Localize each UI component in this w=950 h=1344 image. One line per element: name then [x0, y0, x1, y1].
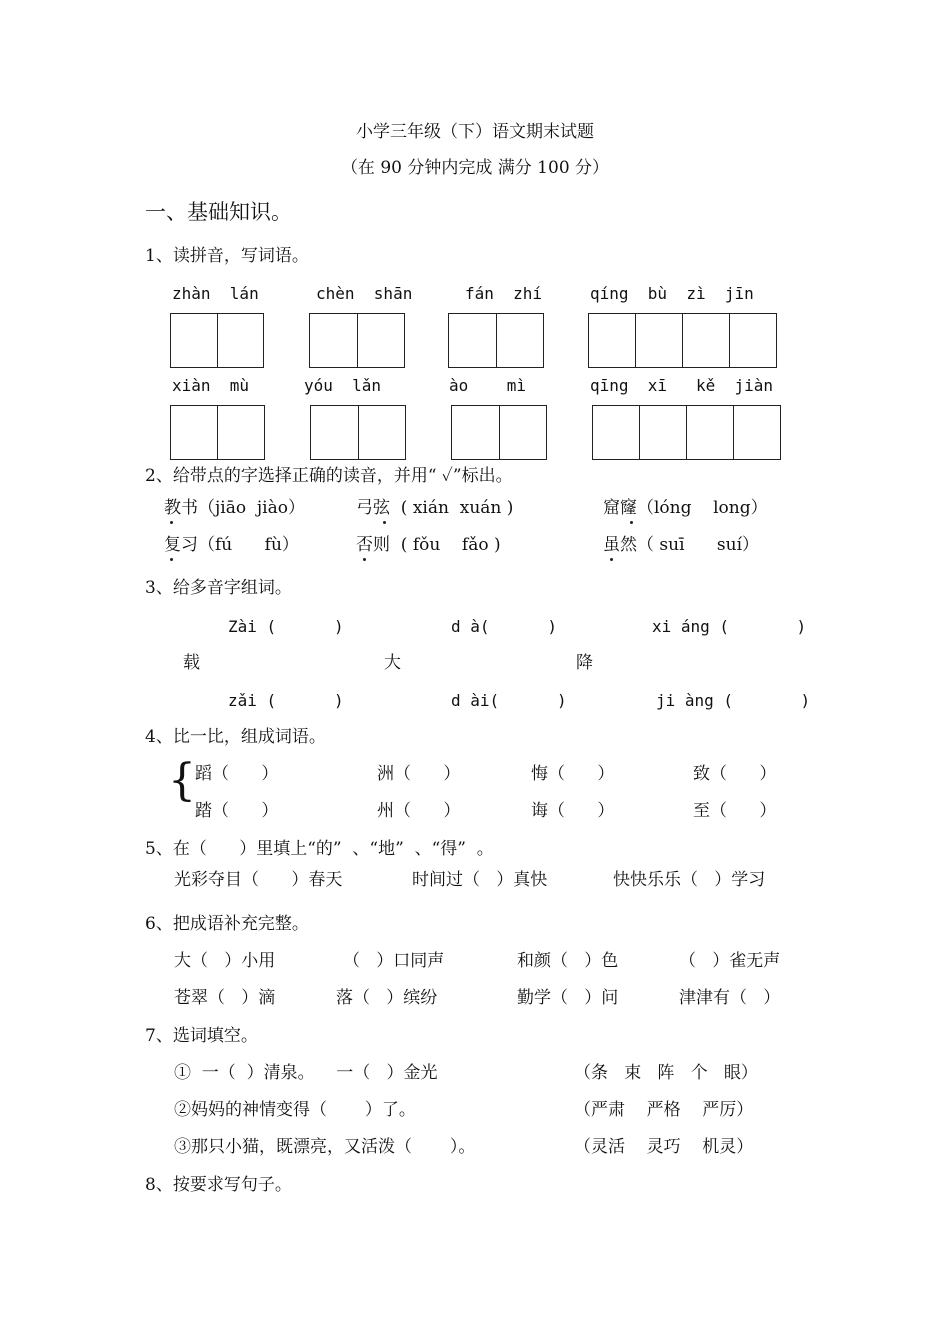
q4-item[interactable]: 悔（ ） [531, 764, 615, 784]
writing-grid[interactable] [170, 405, 265, 460]
q1-pinyin-4: qíng bù zì jīn [590, 284, 754, 303]
q6-item[interactable]: 和颜（ ）色 [517, 951, 619, 971]
q7-title: 7、选词填空。 [145, 1026, 258, 1046]
q1-pinyin-2: chèn shān [316, 284, 413, 303]
q3-blank[interactable]: zǎi ( ) [228, 691, 344, 710]
q3-blank[interactable]: d à( ) [451, 617, 557, 636]
q2-item: 弓弦 ( xián xuán ) [356, 498, 514, 518]
q3-blank[interactable]: Zài ( ) [228, 617, 344, 636]
q8-title: 8、按要求写句子。 [145, 1175, 292, 1195]
q5-item[interactable]: 光彩夺目（ ）春天 [174, 870, 343, 890]
q1-pinyin-6: yóu lǎn [304, 376, 382, 395]
q4-item[interactable]: 踏（ ） [195, 801, 279, 821]
brace: { [168, 755, 196, 806]
q3-char: 大 [384, 653, 401, 673]
emphasis-dot [170, 558, 173, 561]
writing-grid[interactable] [451, 405, 547, 460]
q4-item[interactable]: 蹈（ ） [195, 764, 279, 784]
q6-item[interactable]: 勤学（ ）问 [517, 988, 619, 1008]
writing-grid[interactable] [309, 313, 405, 368]
q2-title: 2、给带点的字选择正确的读音，并用“ ✓”标出。 [145, 466, 513, 486]
page-subtitle: （在 90 分钟内完成 满分 100 分） [340, 158, 610, 178]
emphasis-dot [170, 521, 173, 524]
q4-item[interactable]: 洲（ ） [377, 764, 461, 784]
q7-options: （条 束 阵 个 眼） [574, 1063, 758, 1083]
q3-blank[interactable]: xi áng ( ) [652, 617, 807, 636]
q7-question[interactable]: ③那只小猫，既漂亮，又活泼（ ）。 [174, 1137, 476, 1157]
q4-item[interactable]: 至（ ） [693, 801, 777, 821]
writing-grid[interactable] [170, 313, 264, 368]
q7-options: （灵活 灵巧 机灵） [574, 1137, 754, 1157]
writing-grid[interactable] [448, 313, 544, 368]
q4-title: 4、比一比，组成词语。 [145, 727, 326, 747]
q5-title: 5、在（ ）里填上“的” 、“地” 、“得” 。 [145, 839, 494, 859]
writing-grid[interactable] [588, 313, 777, 368]
q4-item[interactable]: 诲（ ） [531, 801, 615, 821]
q6-item[interactable]: （ ）雀无声 [679, 951, 781, 971]
q4-item[interactable]: 致（ ） [693, 764, 777, 784]
q7-options: （严肃 严格 严厉） [574, 1100, 754, 1120]
q6-item[interactable]: 大（ ）小用 [174, 951, 276, 971]
emphasis-dot [610, 558, 613, 561]
q2-item: 教书（jiāo jiào） [164, 498, 305, 518]
q3-title: 3、给多音字组词。 [145, 578, 292, 598]
q2-item: 窟窿（lóng long） [603, 498, 768, 518]
q5-item[interactable]: 时间过（ ）真快 [412, 870, 548, 890]
writing-grid[interactable] [310, 405, 406, 460]
q7-question[interactable]: ②妈妈的神情变得（ ）了。 [174, 1100, 416, 1120]
q6-item[interactable]: （ ）口同声 [343, 951, 445, 971]
emphasis-dot [363, 558, 366, 561]
q2-item: 复习（fú fù） [164, 535, 299, 555]
q1-pinyin-3: fán zhí [465, 284, 543, 303]
q7-question[interactable]: ① 一（ ）清泉。 一（ ）金光 [174, 1063, 438, 1083]
q6-title: 6、把成语补充完整。 [145, 914, 309, 934]
q1-title: 1、读拼音，写词语。 [145, 246, 309, 266]
q1-pinyin-8: qīng xī kě jiàn [590, 376, 774, 395]
emphasis-dot [383, 521, 386, 524]
q3-blank[interactable]: ji àng ( ) [656, 691, 811, 710]
q3-char: 载 [183, 653, 200, 673]
q4-item[interactable]: 州（ ） [377, 801, 461, 821]
q1-pinyin-7: ào mì [449, 376, 527, 395]
emphasis-dot [630, 521, 633, 524]
q3-blank[interactable]: d ài( ) [451, 691, 567, 710]
q6-item[interactable]: 津津有（ ） [679, 988, 781, 1008]
section-heading: 一、基础知识。 [145, 200, 292, 224]
q3-char: 降 [576, 653, 593, 673]
q2-item: 虽然（ suī suí） [603, 535, 760, 555]
q6-item[interactable]: 落（ ）缤纷 [336, 988, 438, 1008]
writing-grid[interactable] [592, 405, 781, 460]
q1-pinyin-1: zhàn lán [172, 284, 259, 303]
q1-pinyin-5: xiàn mù [172, 376, 250, 395]
q2-item: 否则 ( fǒu fǎo ) [356, 535, 501, 555]
q6-item[interactable]: 苍翠（ ）滴 [174, 988, 276, 1008]
q5-item[interactable]: 快快乐乐（ ）学习 [613, 870, 766, 890]
page-title: 小学三年级（下）语文期末试题 [356, 122, 594, 142]
